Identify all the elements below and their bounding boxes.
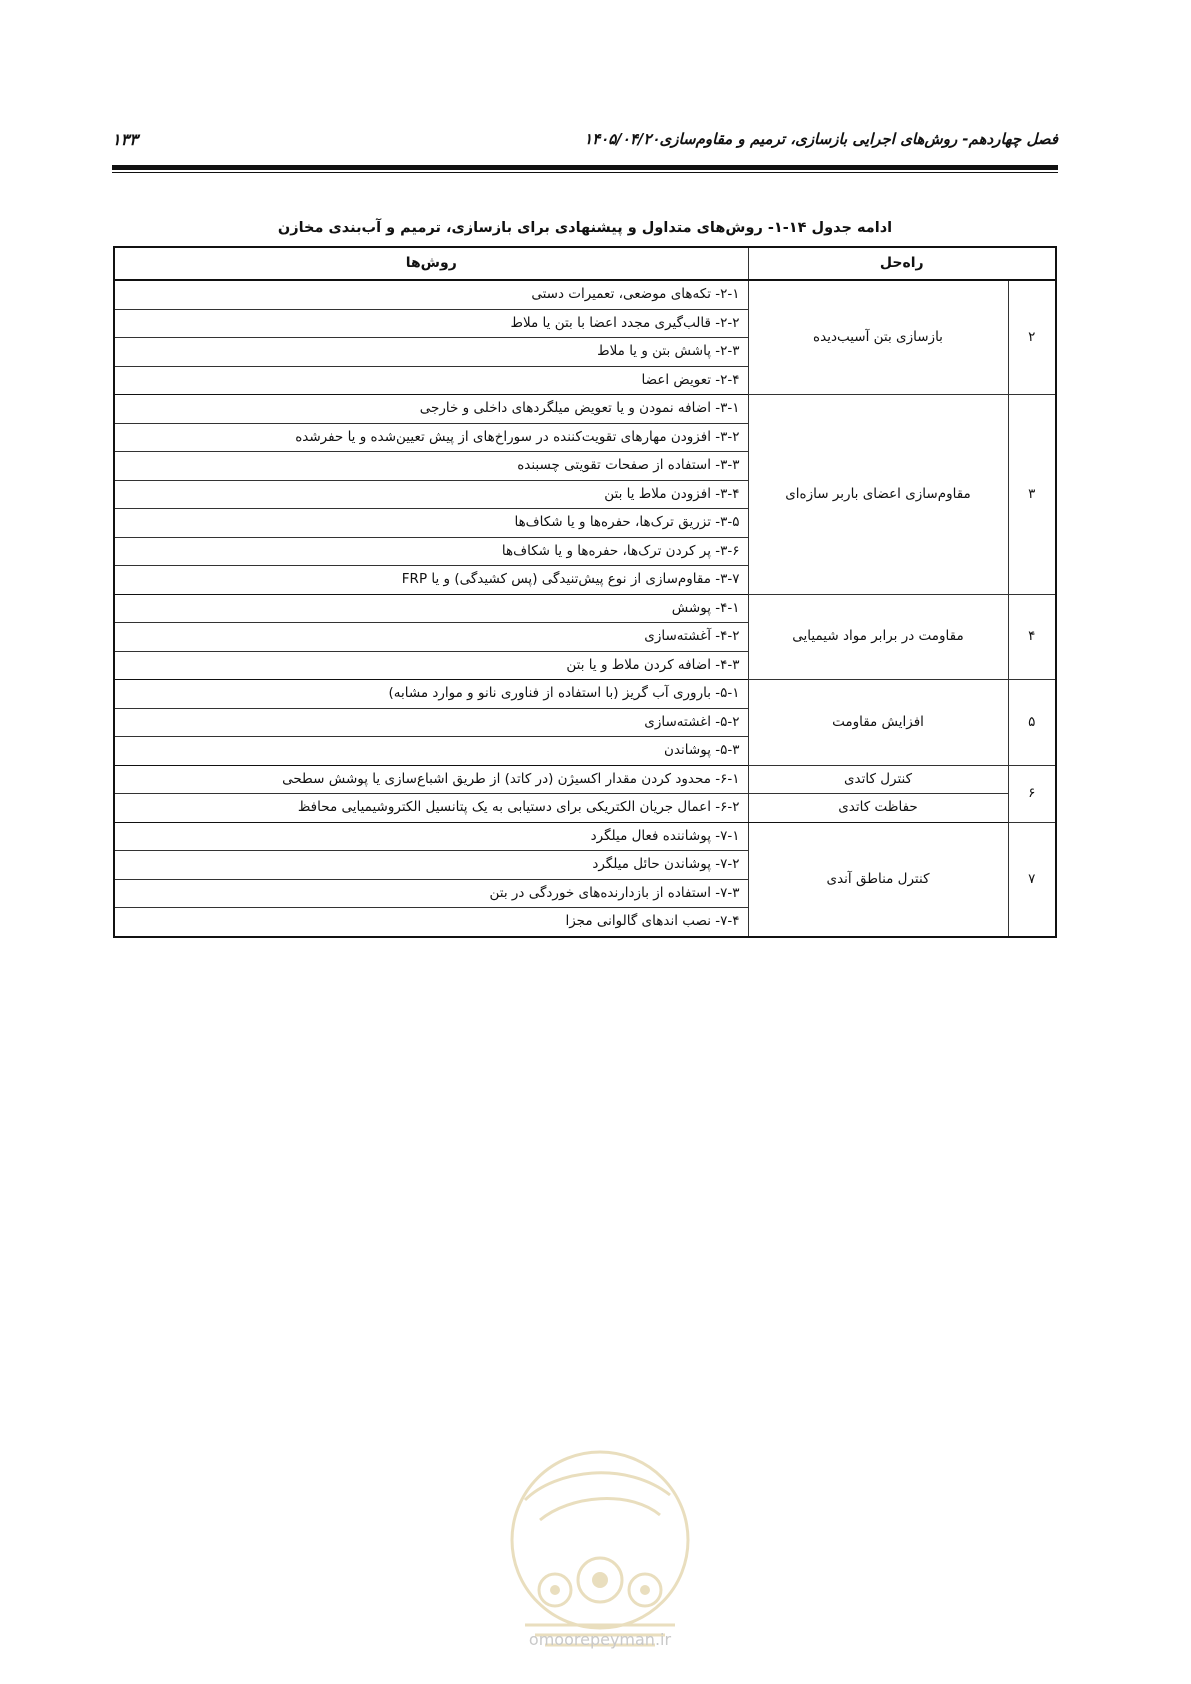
table-row bbox=[114, 280, 1056, 309]
method-cell: ۳-۳- استفاده از صفحات تقویتی چسبنده bbox=[114, 452, 748, 481]
column-header-methods: روش‌ها bbox=[114, 247, 748, 280]
table-row bbox=[114, 822, 1056, 851]
method-cell: ۵-۱- بارورى آب گریز (با استفاده از فناوری نانو و موارد مشابه) bbox=[114, 680, 748, 709]
method-cell: ۳-۴- افزودن ملاط یا بتن bbox=[114, 480, 748, 509]
method-cell: ۵-۲- اغشته‌سازی bbox=[114, 708, 748, 737]
table-row bbox=[114, 395, 1056, 424]
method-cell: ۷-۲- پوشاندن حائل میلگرد bbox=[114, 851, 748, 880]
method-cell: ۷-۴- نصب اندهای گالوانی مجزا bbox=[114, 908, 748, 937]
table-header-row bbox=[114, 247, 1056, 280]
row-number: ۳ bbox=[1008, 395, 1056, 595]
solution-cell: کنترل کاتدی bbox=[748, 765, 1008, 794]
row-number: ۲ bbox=[1008, 280, 1056, 395]
row-number: ۴ bbox=[1008, 594, 1056, 680]
table-row bbox=[114, 794, 1056, 823]
method-cell: ۴-۳- اضافه کردن ملاط و یا بتن bbox=[114, 651, 748, 680]
table-row bbox=[114, 680, 1056, 709]
solution-cell: بازسازی بتن آسیب‌دیده bbox=[748, 280, 1008, 395]
table-caption: ادامه جدول ۱۴-۱- روش‌های متداول و پیشنهادی برای بازسازی، ترمیم و آب‌بندی مخازن bbox=[277, 220, 893, 236]
solution-cell: مقاوم‌سازی اعضای باربر سازه‌ای bbox=[748, 395, 1008, 595]
header-title: فصل چهاردهم- روش‌های اجرایی بازسازی، ترمیم و مقاوم‌سازی۱۴۰۵/۰۴/۲۰ bbox=[584, 130, 1058, 148]
method-cell: ۵-۳- پوشاندن bbox=[114, 737, 748, 766]
method-cell: ۳-۵- تزریق ترک‌ها، حفره‌ها و یا شکاف‌ها bbox=[114, 509, 748, 538]
method-cell: ۳-۷- مقاوم‌سازی از نوع پیش‌تنیدگی (پس کشیدگی) و یا FRP bbox=[114, 566, 748, 595]
row-number: ۵ bbox=[1008, 680, 1056, 766]
row-number: ۷ bbox=[1008, 822, 1056, 937]
watermark-url: omoorepeyman.ir bbox=[528, 1630, 672, 1649]
solution-cell: مقاومت در برابر مواد شیمیایی bbox=[748, 594, 1008, 680]
method-cell: ۳-۲- افزودن مهارهای تقویت‌کننده در سوراخ‌های از پیش تعیین‌شده و یا حفرشده bbox=[114, 423, 748, 452]
method-cell: ۷-۳- استفاده از بازدارنده‌های خوردگی در بتن bbox=[114, 879, 748, 908]
table-body bbox=[114, 280, 1056, 937]
method-cell: ۲-۲- قالب‌گیری مجدد اعضا با بتن یا ملاط bbox=[114, 309, 748, 338]
method-cell: ۳-۶- پر کردن ترک‌ها، حفره‌ها و یا شکاف‌ها bbox=[114, 537, 748, 566]
method-cell: ۴-۲- آغشته‌سازی bbox=[114, 623, 748, 652]
page-number: ۱۳۳ bbox=[112, 130, 138, 149]
column-header-solution: راه‌حل bbox=[748, 247, 1056, 280]
method-cell: ۴-۱- پوشش bbox=[114, 594, 748, 623]
method-cell: ۷-۱- پوشاننده فعال میلگرد bbox=[114, 822, 748, 851]
solution-cell: افزایش مقاومت bbox=[748, 680, 1008, 766]
solution-cell: کنترل مناطق آندی bbox=[748, 822, 1008, 937]
table-row bbox=[114, 765, 1056, 794]
header-rule-thin bbox=[112, 172, 1058, 173]
method-cell: ۶-۱- محدود کردن مقدار اکسیژن (در کاتد) از طریق اشباع‌سازی یا پوشش سطحی bbox=[114, 765, 748, 794]
header-rule-thick bbox=[112, 165, 1058, 170]
table-row bbox=[114, 594, 1056, 623]
row-number: ۶ bbox=[1008, 765, 1056, 822]
solution-cell: حفاظت کاتدی bbox=[748, 794, 1008, 823]
method-cell: ۳-۱- اضافه نمودن و یا تعویض میلگردهای داخلی و خارجی bbox=[114, 395, 748, 424]
methods-table bbox=[113, 246, 1057, 938]
method-cell: ۲-۳- پاشش بتن و یا ملاط bbox=[114, 338, 748, 367]
method-cell: ۲-۱- تکه‌های موضعی، تعمیرات دستی bbox=[114, 280, 748, 309]
method-cell: ۲-۴- تعویض اعضا bbox=[114, 366, 748, 395]
page-header bbox=[112, 130, 1058, 160]
method-cell: ۶-۲- اعمال جریان الکتریکی برای دستیابی به یک پتانسیل الکتروشیمیایی محافظ bbox=[114, 794, 748, 823]
